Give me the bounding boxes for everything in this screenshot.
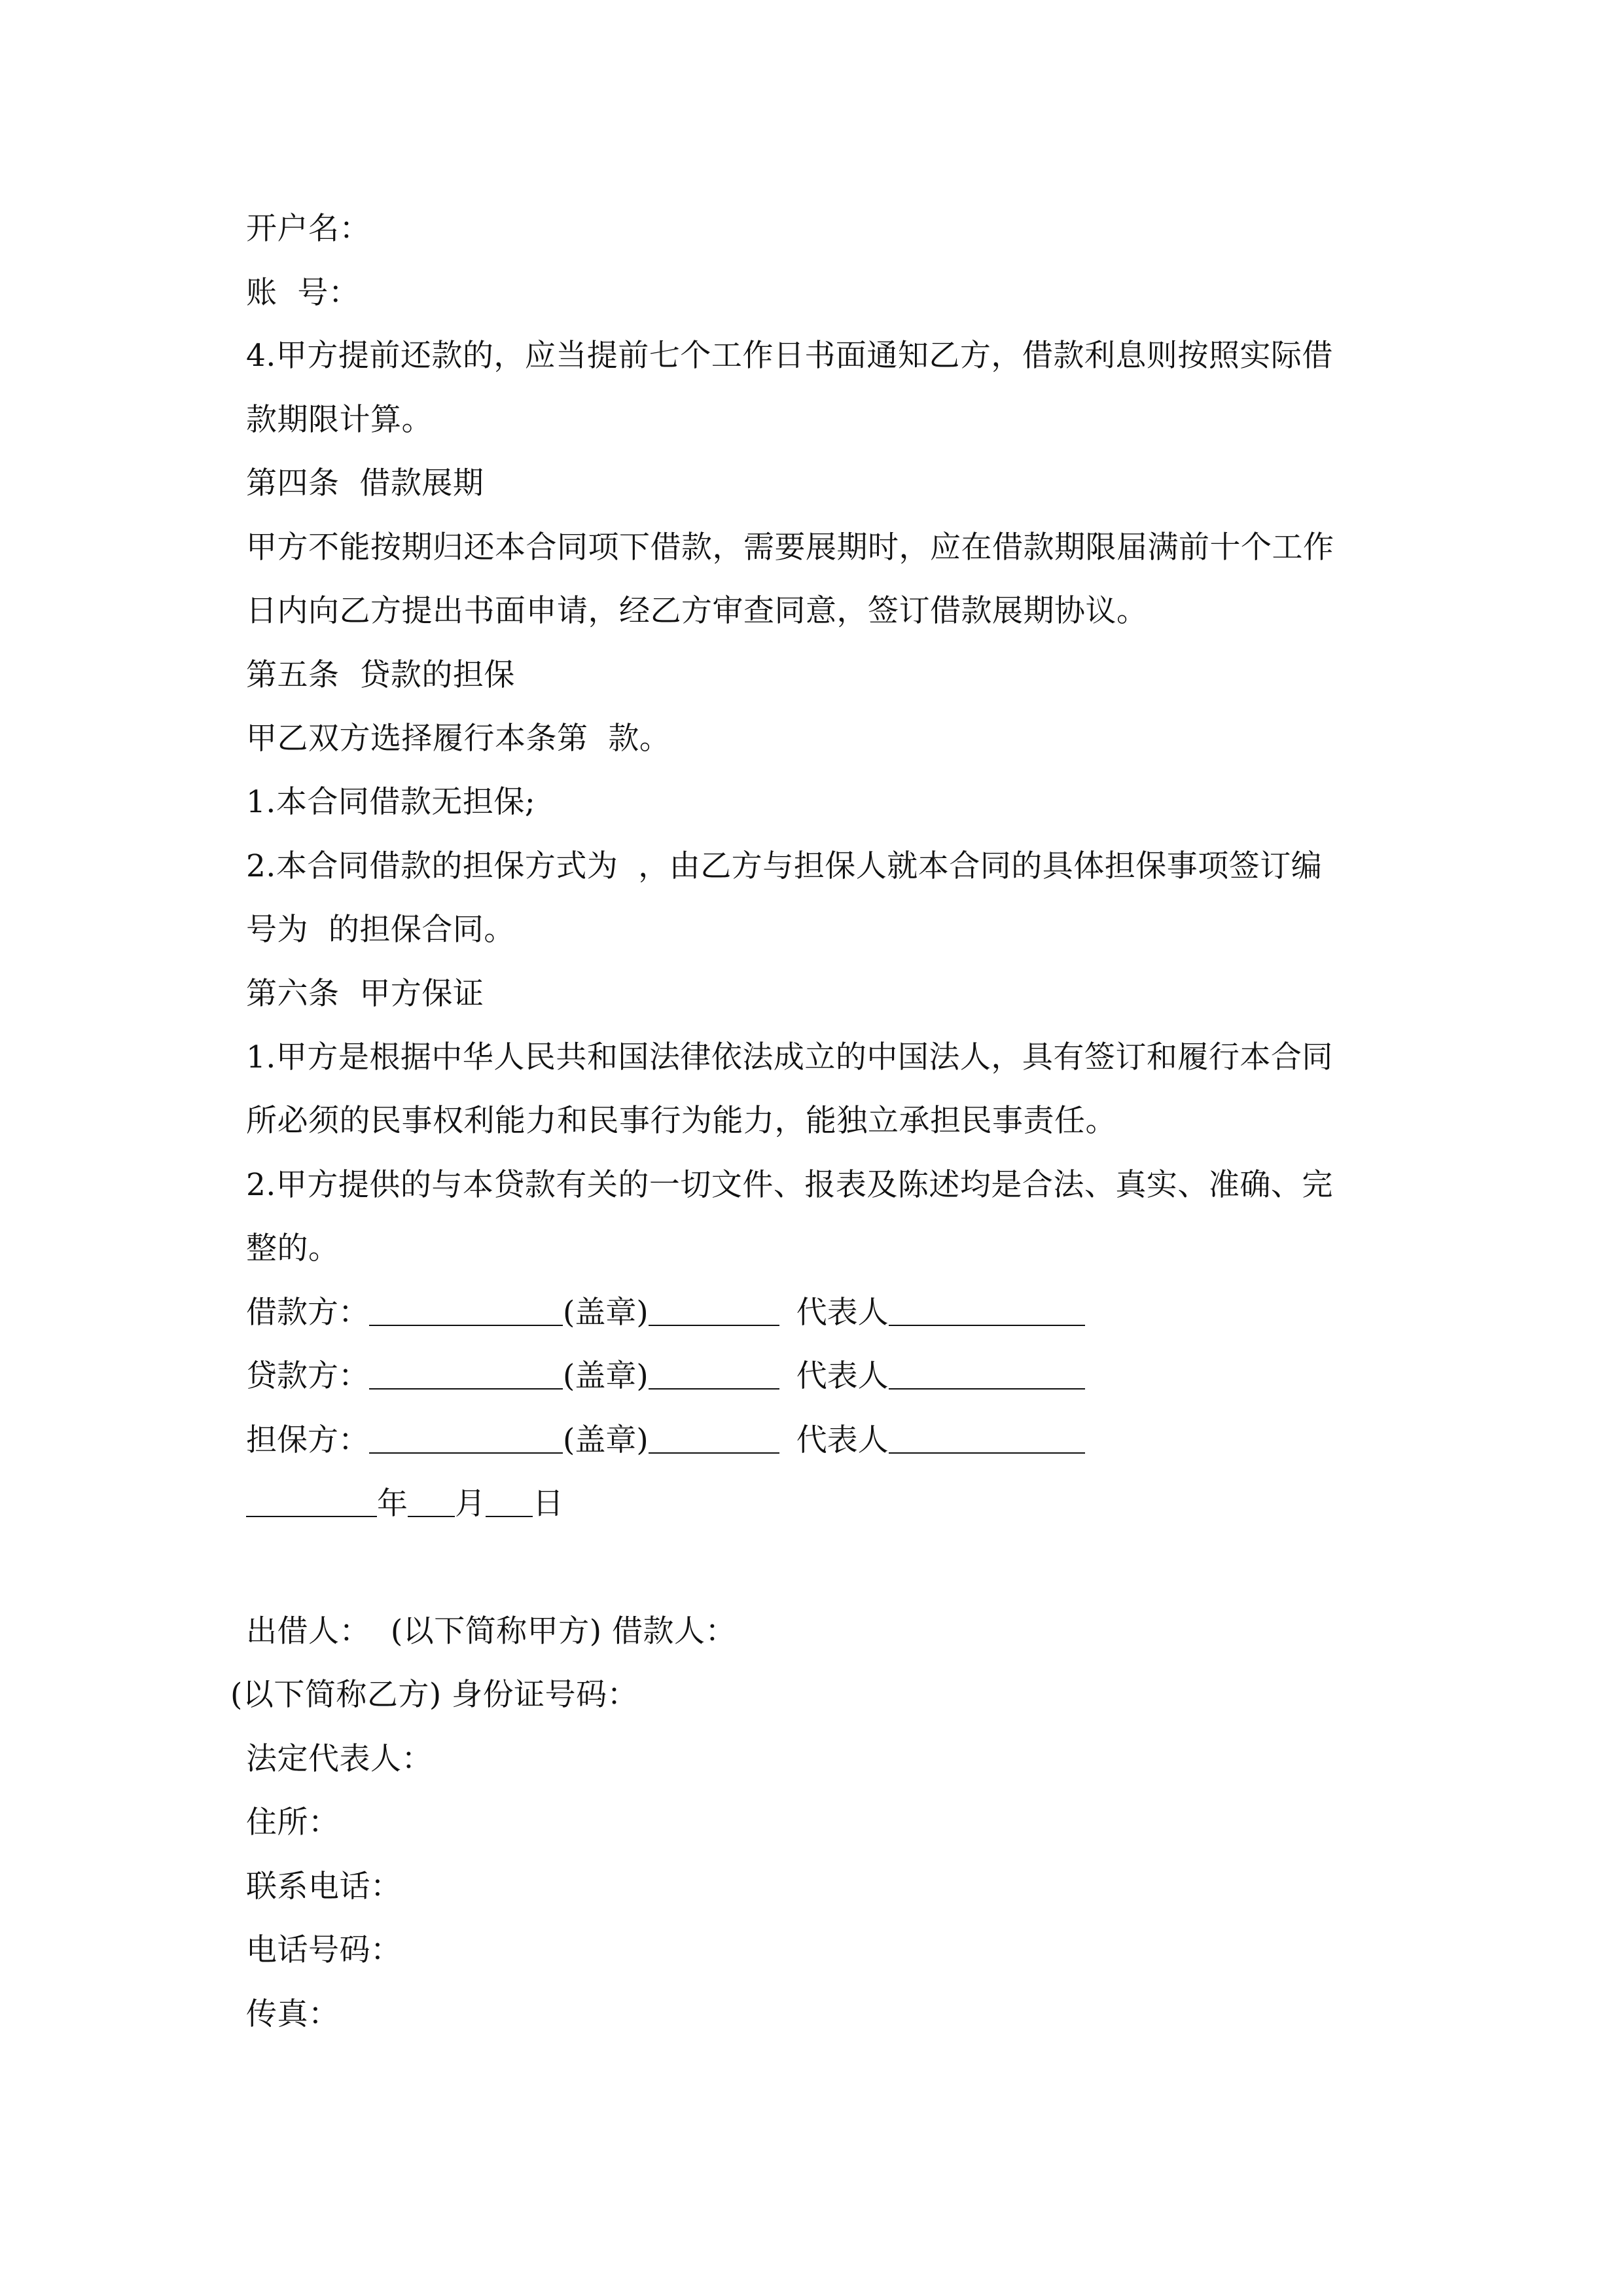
year-label: 年 xyxy=(377,1486,408,1522)
account-number-line: 账 号： xyxy=(246,275,360,311)
article-6-heading: 第六条 甲方保证 xyxy=(246,976,484,1012)
name-blank xyxy=(369,1293,563,1326)
representative-blank xyxy=(889,1293,1085,1326)
article-6-item-1-line-2: 所必须的民事权利能力和民事行为能力，能独立承担民事责任。 xyxy=(246,1103,1116,1139)
fax-line: 传真： xyxy=(246,1996,340,2032)
name-blank xyxy=(369,1357,563,1390)
date-row xyxy=(246,1484,563,1524)
clause-3-item-4-line-2: 款期限计算。 xyxy=(246,402,433,438)
day-blank xyxy=(486,1484,533,1517)
year-blank xyxy=(246,1484,377,1517)
address-line: 住所： xyxy=(246,1804,340,1840)
month-blank xyxy=(408,1484,455,1517)
day-label: 日 xyxy=(533,1486,563,1522)
contact-phone-line: 联系电话： xyxy=(246,1869,402,1905)
name-blank xyxy=(369,1421,563,1454)
month-label: 月 xyxy=(455,1486,486,1522)
signature-party-label: 担保方： xyxy=(246,1422,369,1458)
article-5-body: 甲乙双方选择履行本条第 款。 xyxy=(246,721,671,757)
seal-blank xyxy=(649,1293,779,1326)
seal-label: (盖章) xyxy=(563,1422,649,1458)
representative-label: 代表人 xyxy=(796,1295,889,1331)
seal-label: (盖章) xyxy=(563,1358,649,1394)
seal-label: (盖章) xyxy=(563,1295,649,1331)
article-6-item-2-line-1: 2.甲方提供的与本贷款有关的一切文件、报表及陈述均是合法、真实、准确、完 xyxy=(246,1167,1333,1203)
representative-blank xyxy=(889,1421,1085,1454)
representative-blank xyxy=(889,1357,1085,1390)
lender-borrower-line: 出借人： (以下简称甲方) 借款人： xyxy=(246,1613,736,1649)
article-5-heading: 第五条 贷款的担保 xyxy=(246,657,515,693)
signature-row-guarantor xyxy=(246,1421,1085,1460)
article-5-item-1: 1.本合同借款无担保; xyxy=(246,784,536,820)
seal-blank xyxy=(649,1357,779,1390)
representative-label: 代表人 xyxy=(796,1358,889,1394)
article-4-body-line-2: 日内向乙方提出书面申请，经乙方审查同意，签订借款展期协议。 xyxy=(246,593,1148,629)
article-5-item-2-line-1: 2.本合同借款的担保方式为 ，由乙方与担保人就本合同的具体担保事项签订编 xyxy=(246,848,1323,884)
seal-blank xyxy=(649,1421,779,1454)
legal-representative-line: 法定代表人： xyxy=(246,1741,433,1777)
clause-3-item-4-line-1: 4.甲方提前还款的，应当提前七个工作日书面通知乙方，借款利息则按照实际借 xyxy=(246,338,1333,374)
signature-party-label: 贷款方： xyxy=(246,1358,369,1394)
article-6-item-1-line-1: 1.甲方是根据中华人民共和国法律依法成立的中国法人，具有签订和履行本合同 xyxy=(246,1039,1333,1075)
signature-party-label: 借款方： xyxy=(246,1295,369,1331)
representative-label: 代表人 xyxy=(796,1422,889,1458)
phone-number-line: 电话号码： xyxy=(246,1932,402,1968)
signature-row-lender xyxy=(246,1357,1085,1396)
article-4-heading: 第四条 借款展期 xyxy=(246,465,484,501)
id-number-line: (以下简称乙方) 身份证号码： xyxy=(230,1677,639,1713)
signature-row-borrower xyxy=(246,1293,1085,1333)
article-5-item-2-line-2: 号为 的担保合同。 xyxy=(246,912,515,948)
article-4-body-line-1: 甲方不能按期归还本合同项下借款，需要展期时，应在借款期限届满前十个工作 xyxy=(246,529,1334,565)
article-6-item-2-line-2: 整的。 xyxy=(246,1230,340,1266)
account-name-line: 开户名： xyxy=(246,211,370,247)
